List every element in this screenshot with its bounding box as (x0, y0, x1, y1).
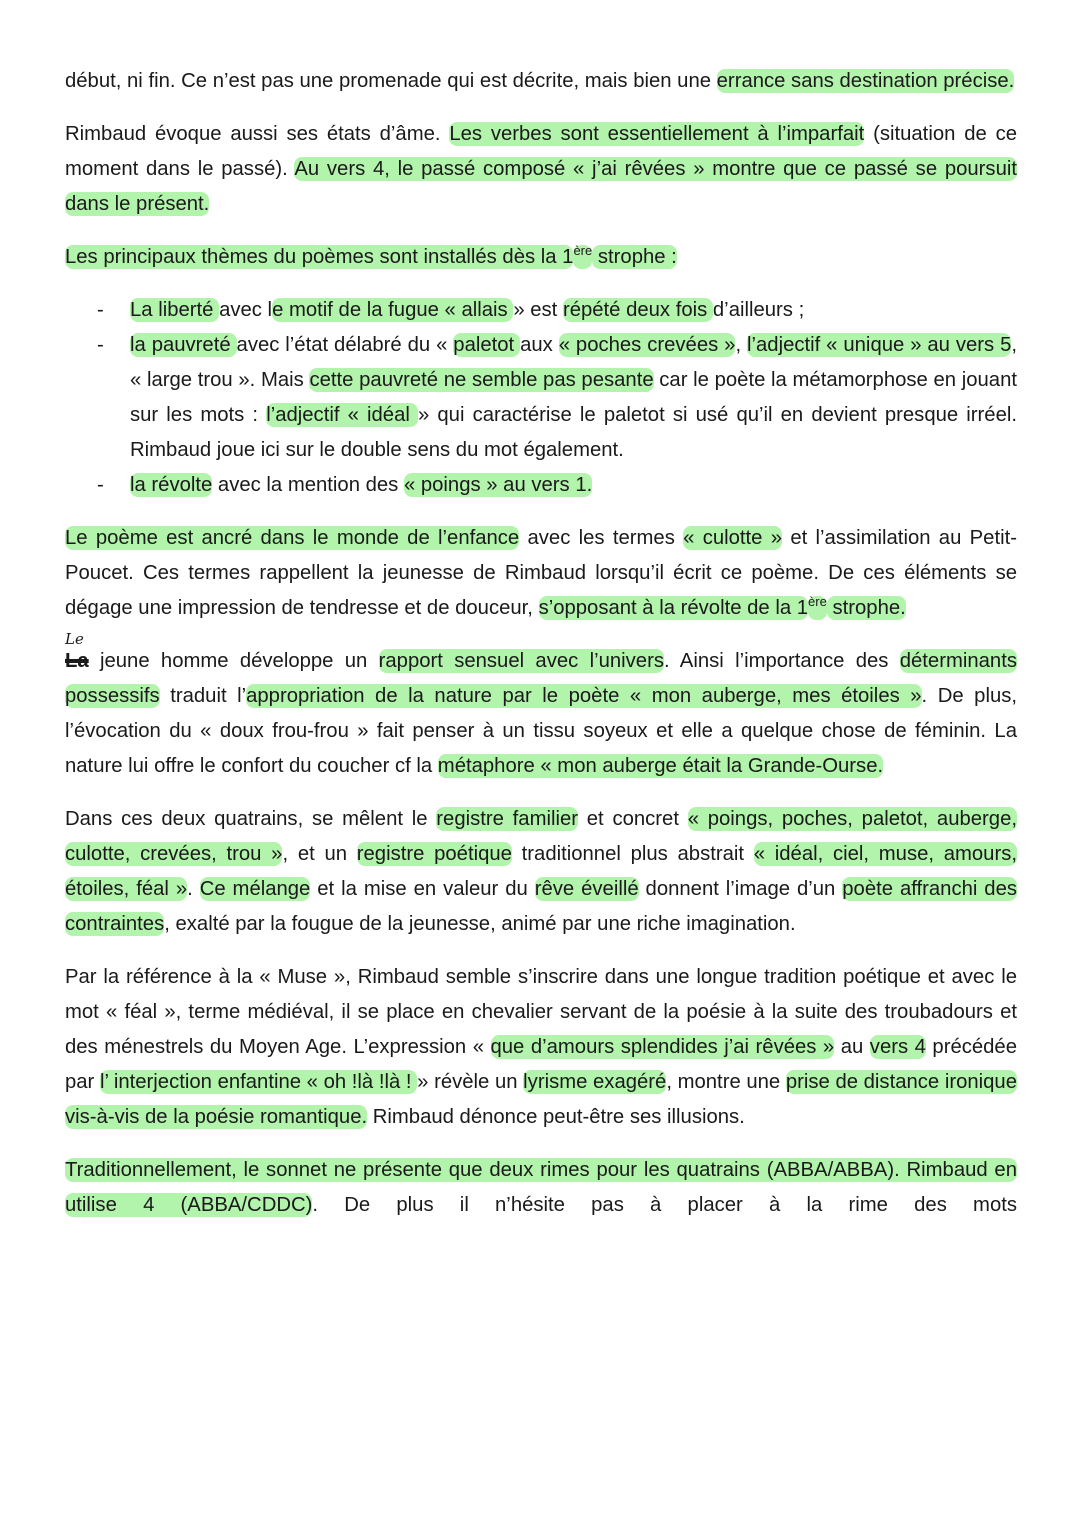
highlighted-text: « idéal, ciel, muse, amours, étoiles, féal » (65, 843, 1017, 900)
highlighted-text: « poings » au vers 1. (403, 474, 593, 496)
list-item (65, 293, 1017, 328)
text-run: Rimbaud évoque aussi ses états d’âme. (65, 123, 450, 145)
text-run: . (187, 878, 200, 900)
highlighted-text: cette pauvreté ne semble pas pesante (309, 369, 654, 391)
list-item (65, 328, 1017, 468)
text-run: car le poète la métamorphose en jouant sur les mots : (130, 369, 1017, 426)
highlighted-text: que d’amours splendides j’ai rêvées » (490, 1036, 835, 1058)
dash-bullet-icon: - (97, 474, 104, 496)
highlighted-text (808, 596, 827, 620)
document-page (65, 64, 1017, 1241)
highlighted-text: strophe. (826, 597, 906, 619)
highlighted-text: métaphore « mon auberge était la Grande-Ourse. (437, 755, 884, 777)
highlighted-text: poète affranchi des contraintes (65, 878, 1017, 935)
text-run: Rimbaud dénonce peut-être ses illusions. (367, 1106, 745, 1128)
text-run: , « large trou ». Mais (130, 334, 1017, 391)
highlighted-text: répété deux fois (562, 299, 713, 321)
highlighted-text: vers 4 (869, 1036, 926, 1058)
text-run: » révèle un (417, 1071, 524, 1093)
text-run: . Ainsi l’importance des (663, 650, 900, 672)
text-run: et l’assimilation au Petit-Poucet. Ces termes rappellent la jeunesse de Rimbaud lorsqu’il écrit ce poème. De ces éléments se dégage une impression de tendresse et de douceur, (65, 527, 1017, 619)
text-run: , exalté par la fougue de la jeunesse, animé par une riche imagination. (164, 913, 796, 935)
highlighted-text: strophe : (592, 246, 677, 268)
text-run: traduit l’ (159, 685, 247, 707)
highlighted-text: ère (808, 594, 827, 609)
highlighted-text (573, 245, 592, 269)
highlighted-text: appropriation de la nature par le poète « mon auberge, mes étoiles » (246, 685, 922, 707)
text-run: avec l (219, 299, 273, 321)
text-run: d’ailleurs ; (712, 299, 805, 321)
paragraph (65, 960, 1017, 1135)
correction-word: Le (65, 630, 84, 648)
paragraph (65, 1153, 1017, 1223)
paragraph (65, 521, 1017, 626)
text-run: . De plus, l’évocation du « doux frou-frou » fait penser à un tissu soyeux et elle a quelque chose de féminin. La nature lui offre le confort du coucher cf la (65, 685, 1017, 777)
highlighted-text: rapport sensuel avec l’univers (378, 650, 664, 672)
text-run: . De plus il n’hésite pas à placer à la rime des mots (312, 1194, 1017, 1216)
paragraph (65, 802, 1017, 942)
text-run: précédée par (65, 1036, 1017, 1093)
text-run: donnent l’image d’un (638, 878, 843, 900)
text-run: » qui caractérise le paletot si usé qu’il en devient presque irréel. Rimbaud joue ici sur le double sens du mot également. (130, 404, 1017, 461)
highlighted-text: paletot (453, 334, 521, 356)
dash-bullet-icon: - (97, 334, 104, 356)
text-run: avec l’état délabré du « (236, 334, 454, 356)
text-run: , et un (282, 843, 357, 865)
struck-word: La (65, 650, 89, 672)
list-item (65, 468, 1017, 503)
handwritten-correction (65, 630, 89, 679)
text-run: avec la mention des (212, 474, 404, 496)
text-run: » est (513, 299, 563, 321)
highlighted-text: lyrisme exagéré (523, 1071, 667, 1093)
text-run: (situation de ce moment dans le passé). (65, 123, 1017, 180)
text-run: avec les termes (519, 527, 684, 549)
highlighted-text: Ce mélange (199, 878, 311, 900)
text-run: traditionnel plus abstrait (511, 843, 754, 865)
highlighted-text: Au vers 4, le passé composé « j’ai rêvées » montre que ce passé se poursuit dans le présent. (65, 158, 1017, 215)
text-run: , montre une (666, 1071, 786, 1093)
highlighted-text: errance sans destination précise. (716, 70, 1015, 92)
text-run: au (834, 1036, 870, 1058)
text-run: Par la référence à la « Muse », Rimbaud semble s’inscrire dans une longue tradition poétique et avec le mot « féal », terme médiéval, il se place en chevalier servant de la poésie à la suite des troubadours et des ménestrels du Moyen Age. L’expression « (65, 966, 1017, 1058)
highlighted-text: « culotte » (683, 527, 783, 549)
dash-bullet-icon: - (97, 299, 104, 321)
highlighted-text: s’opposant à la révolte de la 1 (538, 597, 809, 619)
text-run: aux (520, 334, 559, 356)
text-run: jeune homme développe un (88, 650, 379, 672)
bullet-list (65, 293, 1017, 503)
highlighted-text: La liberté (130, 299, 220, 321)
highlighted-text: prise de distance ironique vis-à-vis de la poésie romantique. (65, 1071, 1017, 1128)
highlighted-text: Traditionnellement, le sonnet ne présente que deux rimes pour les quatrains (ABBA/ABBA). Rimbaud en utilise 4 (ABBA/CDDC) (65, 1159, 1017, 1216)
highlighted-text: déterminants possessifs (65, 650, 1017, 707)
paragraph (65, 64, 1017, 99)
highlighted-text: e motif de la fugue « allais (272, 299, 514, 321)
highlighted-text: l’adjectif « idéal (266, 404, 418, 426)
highlighted-text: la pauvreté (130, 334, 237, 356)
highlighted-text: « poches crevées » (558, 334, 736, 356)
highlighted-text: registre poétique (356, 843, 512, 865)
highlighted-text: ère (573, 243, 593, 258)
text-run: Dans ces deux quatrains, se mêlent le (65, 808, 437, 830)
text-run: et la mise en valeur du (310, 878, 535, 900)
text-run: début, ni fin. Ce n’est pas une promenade qui est décrite, mais bien une (65, 70, 717, 92)
paragraph (65, 240, 1017, 275)
highlighted-text: Les principaux thèmes du poèmes sont installés dès la 1 (65, 246, 574, 268)
text-run: et concret (578, 808, 688, 830)
text-run: , (735, 334, 747, 356)
paragraph (65, 630, 1017, 784)
highlighted-text: Le poème est ancré dans le monde de l’enfance (65, 527, 520, 549)
highlighted-text: la révolte (130, 474, 213, 496)
highlighted-text: rêve éveillé (534, 878, 639, 900)
paragraph (65, 117, 1017, 222)
highlighted-text: l’ interjection enfantine « oh !là !là ! (99, 1071, 418, 1093)
highlighted-text: « poings, poches, paletot, auberge, culotte, crevées, trou » (65, 808, 1018, 865)
highlighted-text: registre familier (436, 808, 579, 830)
highlighted-text: Les verbes sont essentiellement à l’imparfait (449, 123, 865, 145)
highlighted-text: l’adjectif « unique » au vers 5 (747, 334, 1012, 356)
